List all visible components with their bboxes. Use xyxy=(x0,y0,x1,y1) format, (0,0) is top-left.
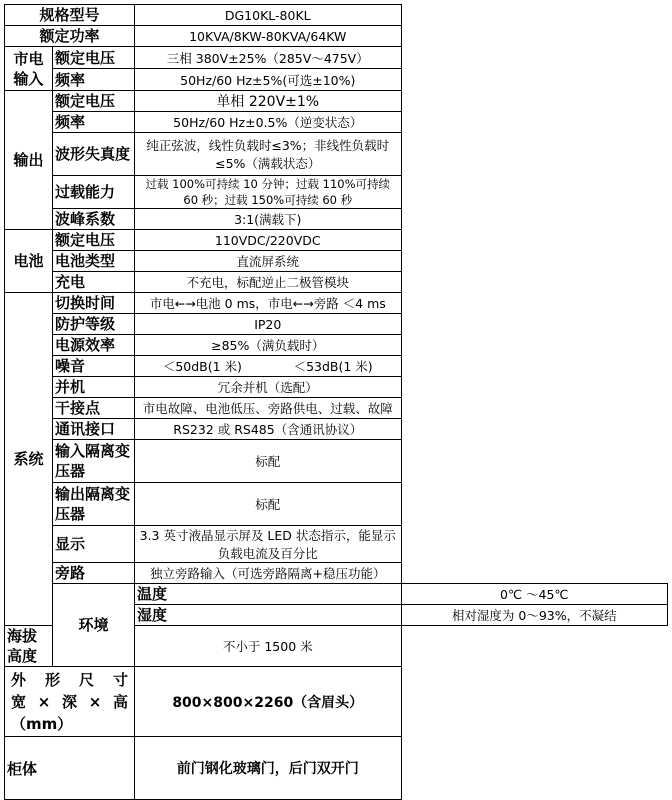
overload-value: 过载 100%可持续 10 分钟；过载 110%可持续 60 秒；过载 150%可持续 60 秒 xyxy=(135,176,401,209)
environment-group: 环境 xyxy=(53,584,135,667)
model-value: DG10KL-80KL xyxy=(135,5,401,26)
protection-label: 防护等级 xyxy=(53,314,135,335)
display-value: 3.3 英寸液晶显示屏及 LED 状态指示，能显示负载电流及百分比 xyxy=(135,526,401,563)
table-row xyxy=(5,419,668,440)
switch-time-label: 切换时间 xyxy=(53,293,135,314)
dimensions-label-char: 高 xyxy=(113,692,129,711)
switch-time-value: 市电←→电池 0 ms，市电←→旁路 ＜4 ms xyxy=(135,293,401,314)
dimensions-label-char: 形 xyxy=(45,670,61,689)
dimensions-label-char: 外 xyxy=(11,670,27,689)
dimensions-label-char: 宽 xyxy=(11,692,27,711)
dimensions-label-char: 尺 xyxy=(79,670,95,689)
table-row xyxy=(5,251,668,272)
table-row xyxy=(5,667,668,737)
battery-type-label: 电池类型 xyxy=(53,251,135,272)
charging-label: 充电 xyxy=(53,272,135,293)
charging-value: 不充电，标配逆止二极管模块 xyxy=(135,272,401,293)
table-row xyxy=(5,584,668,605)
rated-power-value: 10KVA/8KW-80KVA/64KW xyxy=(135,26,401,47)
table-row xyxy=(5,91,668,112)
dimensions-label xyxy=(5,667,135,737)
mains-voltage-value: 三相 380V±25%（285V～475V） xyxy=(135,47,401,69)
parallel-value: 冗余并机（选配） xyxy=(135,377,401,398)
dimensions-label-char: 寸 xyxy=(113,670,129,689)
humidity-value: 相对湿度为 0～93%，不凝结 xyxy=(401,605,668,626)
battery-voltage-value: 110VDC/220VDC xyxy=(135,230,401,251)
efficiency-value: ≥85%（满负载时） xyxy=(135,335,401,356)
output-transformer-value: 标配 xyxy=(135,483,401,526)
output-transformer-label: 输出隔离变压器 xyxy=(53,483,135,526)
humidity-label: 湿度 xyxy=(135,605,401,626)
display-label: 显示 xyxy=(53,526,135,563)
altitude-value: 不小于 1500 米 xyxy=(135,626,401,667)
table-row xyxy=(5,272,668,293)
output-voltage-value: 单相 220V±1% xyxy=(135,91,401,112)
dry-contact-value: 市电故障、电池低压、旁路供电、过载、故障 xyxy=(135,398,401,419)
efficiency-label: 电源效率 xyxy=(53,335,135,356)
battery-voltage-label: 额定电压 xyxy=(53,230,135,251)
table-row xyxy=(5,335,668,356)
mains-group-line: 市电 xyxy=(13,49,44,68)
dimensions-value: 800×800×2260（含眉头） xyxy=(135,667,401,737)
mains-frequency-value: 50Hz/60 Hz±5%(可选±10%) xyxy=(135,69,401,91)
table-row xyxy=(5,69,668,91)
noise-right-value: ＜53dB(1 米) xyxy=(293,359,373,374)
spec-table xyxy=(4,4,668,800)
table-row xyxy=(5,398,668,419)
crest-factor-value: 3:1(满载下) xyxy=(135,209,401,230)
system-group: 系统 xyxy=(5,293,53,626)
output-frequency-label: 频率 xyxy=(53,112,135,133)
battery-type-value: 直流屏系统 xyxy=(135,251,401,272)
mains-group xyxy=(5,47,53,91)
table-row xyxy=(5,5,668,26)
table-row xyxy=(5,440,668,483)
table-row xyxy=(5,230,668,251)
mains-voltage-label: 额定电压 xyxy=(53,47,135,69)
overload-label: 过载能力 xyxy=(53,176,135,209)
dimensions-label-char: × xyxy=(88,692,102,711)
table-row xyxy=(5,133,668,176)
temperature-label: 温度 xyxy=(135,584,401,605)
rated-power-label: 额定功率 xyxy=(5,26,135,47)
table-row xyxy=(5,483,668,526)
mains-group-line: 输入 xyxy=(13,69,44,88)
table-row xyxy=(5,377,668,398)
table-row xyxy=(5,176,668,209)
table-row xyxy=(5,293,668,314)
output-frequency-value: 50Hz/60 Hz±0.5%（逆变状态） xyxy=(135,112,401,133)
noise-label: 噪音 xyxy=(53,356,135,377)
table-row xyxy=(5,209,668,230)
table-row xyxy=(5,737,668,800)
table-row xyxy=(5,47,668,69)
crest-factor-label: 波峰系数 xyxy=(53,209,135,230)
bypass-label: 旁路 xyxy=(53,563,135,584)
waveform-distortion-value: 纯正弦波，线性负载时≤3%；非线性负载时≤5%（满载状态） xyxy=(135,133,401,176)
comm-value: RS232 或 RS485（含通讯协议） xyxy=(135,419,401,440)
dimensions-label-char: × xyxy=(37,692,51,711)
output-group: 输出 xyxy=(5,91,53,230)
table-row xyxy=(5,356,668,377)
model-label: 规格型号 xyxy=(5,5,135,26)
cabinet-label: 柜体 xyxy=(5,737,135,800)
dimensions-unit: （mm） xyxy=(11,714,73,733)
table-row xyxy=(5,563,668,584)
table-row xyxy=(5,526,668,563)
noise-left-value: ＜50dB(1 米) xyxy=(162,359,242,374)
altitude-label: 海拔高度 xyxy=(5,626,53,667)
table-row xyxy=(5,112,668,133)
comm-label: 通讯接口 xyxy=(53,419,135,440)
table-row xyxy=(5,314,668,335)
dry-contact-label: 干接点 xyxy=(53,398,135,419)
battery-group: 电池 xyxy=(5,230,53,293)
parallel-label: 并机 xyxy=(53,377,135,398)
dimensions-label-char: 深 xyxy=(62,692,78,711)
output-voltage-label: 额定电压 xyxy=(53,91,135,112)
cabinet-value: 前门钢化玻璃门，后门双开门 xyxy=(135,737,401,800)
bypass-value: 独立旁路输入（可选旁路隔离+稳压功能） xyxy=(135,563,401,584)
mains-frequency-label: 频率 xyxy=(53,69,135,91)
noise-value xyxy=(135,356,401,377)
table-row xyxy=(5,26,668,47)
input-transformer-value: 标配 xyxy=(135,440,401,483)
protection-value: IP20 xyxy=(135,314,401,335)
input-transformer-label: 输入隔离变压器 xyxy=(53,440,135,483)
waveform-distortion-label: 波形失真度 xyxy=(53,133,135,176)
temperature-value: 0℃ ～45℃ xyxy=(401,584,668,605)
